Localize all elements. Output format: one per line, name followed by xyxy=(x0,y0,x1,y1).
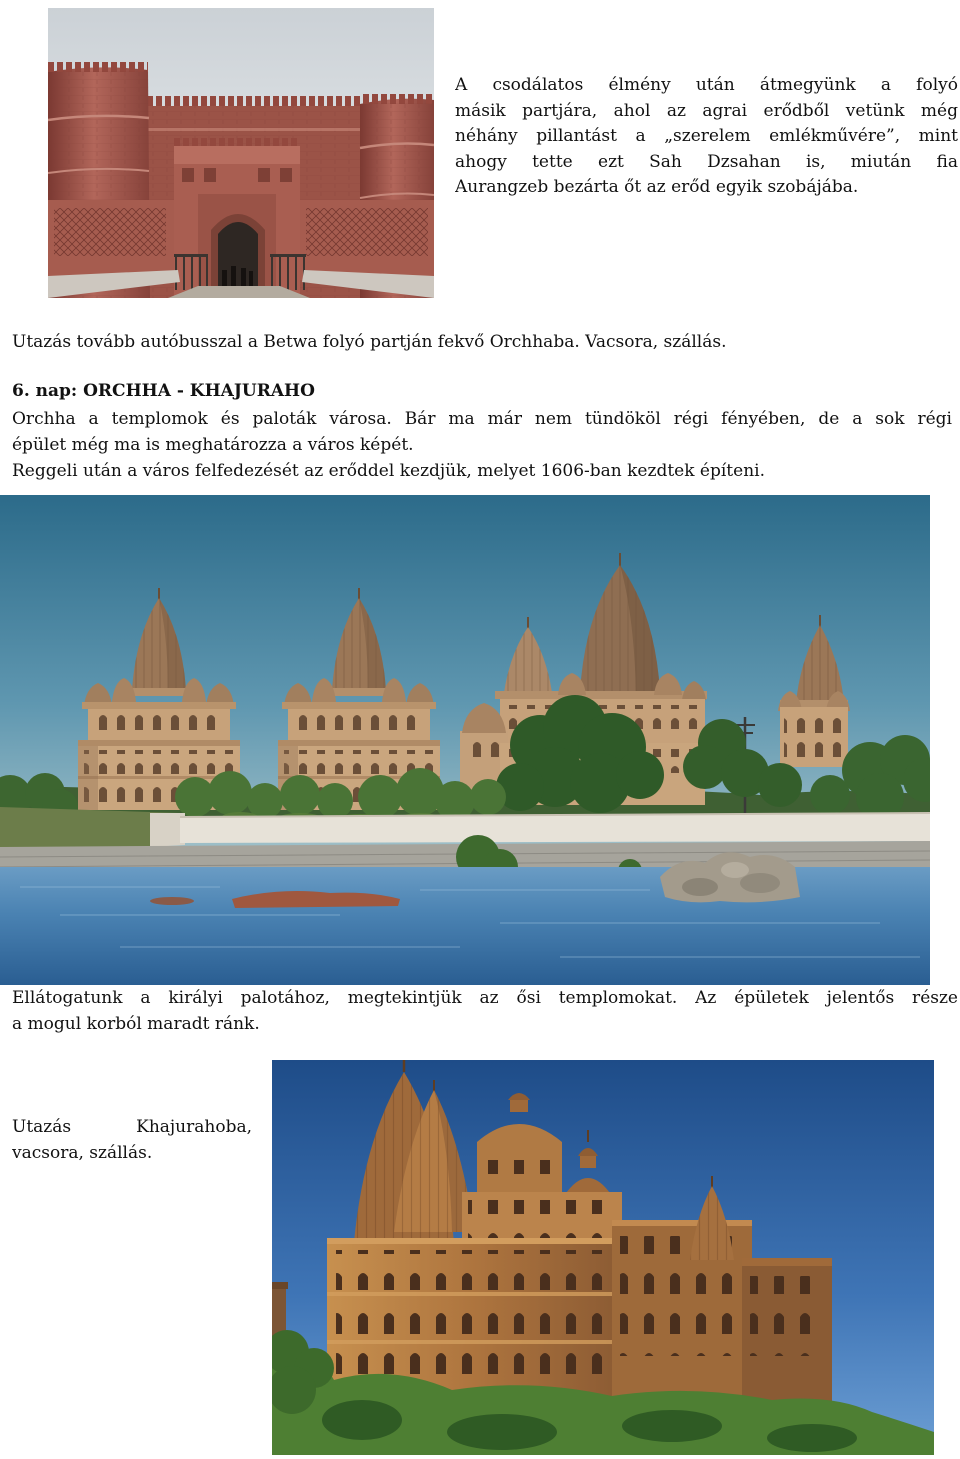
photo-orchha-palace xyxy=(272,1060,934,1455)
travel-to-orchha-text: Utazás tovább autóbusszal a Betwa folyó partján fekvő Orchhaba. Vacsora, szállás. xyxy=(12,331,727,352)
day6-section xyxy=(12,379,952,405)
travel-to-orchha xyxy=(12,330,952,356)
intro-line: néhány pillantást a „szerelem emlékművére”, mint xyxy=(455,126,958,146)
travel-to-khajuraho-line: vacsora, szállás. xyxy=(12,1142,153,1163)
palace-visit-line: a mogul korból maradt ránk. xyxy=(12,1013,260,1034)
day6-heading: 6. nap: ORCHHA - KHAJURAHO xyxy=(12,381,315,401)
palace-visit-paragraph xyxy=(12,986,958,1037)
day6-line: Orchha a templomok és paloták városa. Bár ma már nem tündököl régi fényében, de a sok régi xyxy=(12,408,952,429)
travel-to-khajuraho xyxy=(12,1115,252,1166)
intro-line: A csodálatos élmény után átmegyünk a folyó xyxy=(455,75,958,95)
day6-line: Reggeli után a város felfedezését az erőddel kezdjük, melyet 1606-ban kezdtek építeni. xyxy=(12,460,765,481)
day6-line: épület még ma is meghatározza a város képét. xyxy=(12,434,414,455)
photo-agra-fort xyxy=(48,8,434,298)
distant-tower xyxy=(272,1282,288,1336)
intro-line: ahogy tette ezt Sah Dzsahan is, miután fia xyxy=(455,151,958,172)
travel-to-khajuraho-line: Utazás Khajurahoba, xyxy=(12,1117,252,1137)
intro-line: Aurangzeb bezárta őt az erőd egyik szobájába. xyxy=(455,177,859,197)
side-building xyxy=(742,1258,832,1420)
day6-paragraph xyxy=(12,406,952,484)
intro-paragraph xyxy=(455,73,958,201)
palace-visit-line: Ellátogatunk a királyi palotához, megtekintjük az ősi templomokat. Az épületek jelentős része xyxy=(12,988,958,1008)
photo-orchha-cenotaphs xyxy=(0,495,930,985)
intro-line: másik partjára, ahol az agrai erődből vetünk még xyxy=(455,100,958,121)
